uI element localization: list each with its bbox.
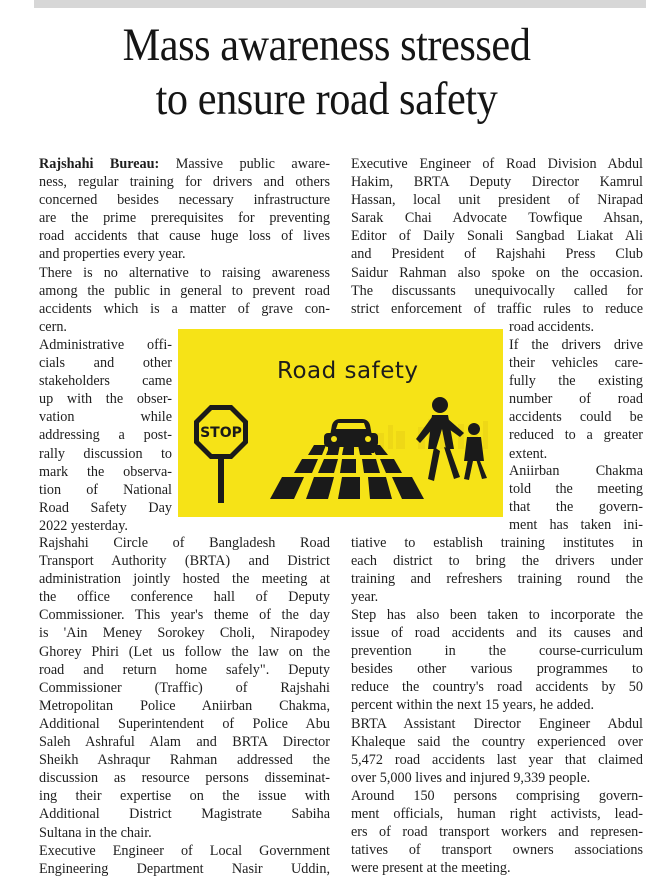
paragraph-lged bbox=[39, 842, 330, 878]
paragraph-line: Commissioner. This year's theme of the day bbox=[39, 607, 330, 624]
paragraph-line: Rajshahi Circle of Bangladesh Road bbox=[39, 535, 330, 551]
paragraph-line: tion of National bbox=[39, 481, 172, 498]
paragraph-statistics bbox=[351, 715, 643, 787]
paragraph-drivers bbox=[509, 336, 643, 463]
paragraph-line: BRTA Assistant Director Engineer Abdul bbox=[351, 716, 643, 732]
paragraph-line: besides other various programmes to bbox=[351, 661, 643, 678]
paragraph-line: concerned besides necessary infrastructure bbox=[39, 192, 330, 209]
paragraph-line: Metropolitan Police Aniirban Chakma, bbox=[39, 697, 330, 714]
paragraph-line: Executive Engineer of Road Division Abdul bbox=[351, 156, 643, 172]
paragraph-intro bbox=[39, 155, 330, 264]
paragraph-chakma-cont bbox=[351, 534, 643, 606]
paragraph-line: accidents could be bbox=[509, 409, 643, 426]
paragraph-line: is 'Ain Meney Sorokey Choli, Nirapodey bbox=[39, 625, 330, 642]
paragraph-line: road accidents. bbox=[509, 319, 595, 335]
paragraph-line: Administrative offi- bbox=[39, 337, 172, 353]
crosswalk-icon bbox=[270, 445, 424, 499]
paragraph-line: among the public in general to prevent road bbox=[39, 283, 330, 300]
paragraph-line: ness, regular training for drivers and others bbox=[39, 174, 330, 191]
paragraph-line: extent. bbox=[509, 445, 548, 462]
headline-line-2: to ensure road safety bbox=[155, 73, 498, 125]
paragraph-line: were present at the meeting. bbox=[351, 860, 511, 877]
dateline: Rajshahi Bureau: bbox=[39, 156, 160, 172]
paragraph-line: There is no alternative to raising awareness bbox=[39, 265, 330, 281]
paragraph-line: ment officials, human right activists, lead- bbox=[351, 806, 643, 823]
paragraph-line: The discussants unequivocally called for bbox=[351, 282, 643, 299]
paragraph-curriculum bbox=[351, 606, 643, 715]
pedestrians-icon bbox=[416, 397, 487, 481]
paragraph-text: Massive public aware- bbox=[175, 156, 330, 172]
paragraph-line: Editor of Daily Sonali Sangbad Liakat Ali bbox=[351, 228, 643, 245]
paragraph-line: Road Safety Day bbox=[39, 499, 172, 516]
paragraph-line: road accidents that cause huge loss of lives bbox=[39, 228, 330, 245]
paragraph-line: reduce the country's road accidents by 50 bbox=[351, 679, 643, 696]
paragraph-line: mark the observa- bbox=[39, 463, 172, 480]
paragraph-line: issue of road accidents and its causes and bbox=[351, 625, 643, 642]
paragraph-line: are the prime prerequisites for preventing bbox=[39, 210, 330, 227]
paragraph-line: addressing a post- bbox=[39, 427, 172, 444]
paragraph-line: Saleh Ashraful Alam and BRTA Director bbox=[39, 734, 330, 751]
paragraph-line: accidents which is a matter of grave con- bbox=[39, 301, 330, 318]
paragraph-line: their vehicles care- bbox=[509, 355, 643, 372]
paragraph-line: Saidur Rahman also spoke on the occasion. bbox=[351, 264, 643, 281]
paragraph-line: road and return home safely". Deputy bbox=[39, 661, 330, 678]
paragraph-line: Step has also been taken to incorporate the bbox=[351, 607, 643, 623]
paragraph-line: and President of Rajshahi Press Club bbox=[351, 246, 643, 263]
paragraph-line: fully the existing bbox=[509, 373, 643, 390]
paragraph-observation bbox=[39, 336, 172, 535]
road-safety-label: Road safety bbox=[277, 358, 419, 384]
paragraph-line: that the govern- bbox=[509, 499, 643, 516]
paragraph-line: tatives of transport owners associations bbox=[351, 842, 643, 859]
paragraph-line: Hassan, local unit president of Nirapad bbox=[351, 192, 643, 209]
paragraph-chakma bbox=[509, 462, 643, 534]
paragraph-attendees bbox=[351, 787, 643, 877]
paragraph-line: Transport Authority (BRTA) and District bbox=[39, 553, 330, 570]
road-safety-illustration bbox=[178, 329, 503, 517]
paragraph-line: Additional District Magistrate Sabiha bbox=[39, 806, 330, 823]
paragraph-line: year. bbox=[351, 589, 379, 606]
paragraph-line: 2022 yesterday. bbox=[39, 517, 128, 534]
paragraph-line: Sheikh Ashraqur Rahman addressed the bbox=[39, 752, 330, 769]
paragraph-line: administration jointly hosted the meeting at bbox=[39, 571, 330, 588]
stop-sign-text: STOP bbox=[200, 425, 242, 441]
paragraph-line: Ghorey Phiri (Let us follow the law on the bbox=[39, 643, 330, 660]
paragraph-line: Sultana in the chair. bbox=[39, 824, 152, 841]
paragraph-line: reduced to a greater bbox=[509, 427, 643, 444]
headline bbox=[69, 18, 585, 126]
paragraph-line: each district to bring the drivers under bbox=[351, 553, 643, 570]
paragraph-line: Commissioner (Traffic) of Rajshahi bbox=[39, 679, 330, 696]
paragraph-line: discussion as resource persons disseminat- bbox=[39, 770, 330, 787]
paragraph-line: Engineering Department Nasir Uddin, bbox=[39, 861, 330, 878]
paragraph-line: ing their expertise on the issue with bbox=[39, 788, 330, 805]
paragraph-line: stakeholders came bbox=[39, 373, 172, 390]
paragraph-line: 5,472 road accidents last year that claimed bbox=[351, 752, 643, 769]
paragraph-awareness bbox=[39, 264, 330, 336]
headline-line-1: Mass awareness stressed bbox=[122, 19, 531, 71]
paragraph-line: strict enforcement of traffic rules to reduce bbox=[351, 300, 643, 317]
paragraph-line: Sarak Chai Advocate Towfique Ahsan, bbox=[351, 210, 643, 227]
paragraph-line: tiative to establish training institutes in bbox=[351, 535, 643, 551]
paragraph-line: number of road bbox=[509, 391, 643, 408]
paragraph-line: rally discussion to bbox=[39, 445, 172, 462]
paragraph-line: Khaleque said the country experienced over bbox=[351, 734, 643, 751]
paragraph-line: training and refreshers training round the bbox=[351, 571, 643, 588]
paragraph-line: Aniirban Chakma bbox=[509, 463, 643, 479]
paragraph-line: ers of road transport workers and represen- bbox=[351, 824, 643, 841]
paragraph-line: told the meeting bbox=[509, 481, 643, 498]
paragraph-speakers-end bbox=[509, 318, 643, 336]
paragraph-speakers bbox=[351, 155, 643, 318]
paragraph-hosts bbox=[39, 534, 330, 842]
paragraph-line: Executive Engineer of Local Government bbox=[39, 843, 330, 859]
paragraph-line: up with the obser- bbox=[39, 391, 172, 408]
paragraph-line: percent within the next 15 years, he added. bbox=[351, 697, 595, 714]
paragraph-line: cials and other bbox=[39, 355, 172, 372]
paragraph-line: vation while bbox=[39, 409, 172, 426]
paragraph-line: ment has taken ini- bbox=[509, 517, 643, 534]
paragraph-line: and properties every year. bbox=[39, 246, 186, 263]
paragraph-line: cern. bbox=[39, 319, 67, 336]
paragraph-line: Around 150 persons comprising govern- bbox=[351, 788, 643, 804]
paragraph-line: the office conference hall of Deputy bbox=[39, 589, 330, 606]
paragraph-line: Hakim, BRTA Deputy Director Kamrul bbox=[351, 174, 643, 191]
paragraph-line: prevention in the course-curriculum bbox=[351, 643, 643, 660]
top-rule bbox=[34, 0, 646, 8]
paragraph-line: over 5,000 lives and injured 9,339 people. bbox=[351, 770, 591, 787]
paragraph-line: Additional Superintendent of Police Abu bbox=[39, 715, 330, 732]
paragraph-line: If the drivers drive bbox=[509, 337, 643, 353]
stop-sign-icon bbox=[194, 405, 248, 503]
